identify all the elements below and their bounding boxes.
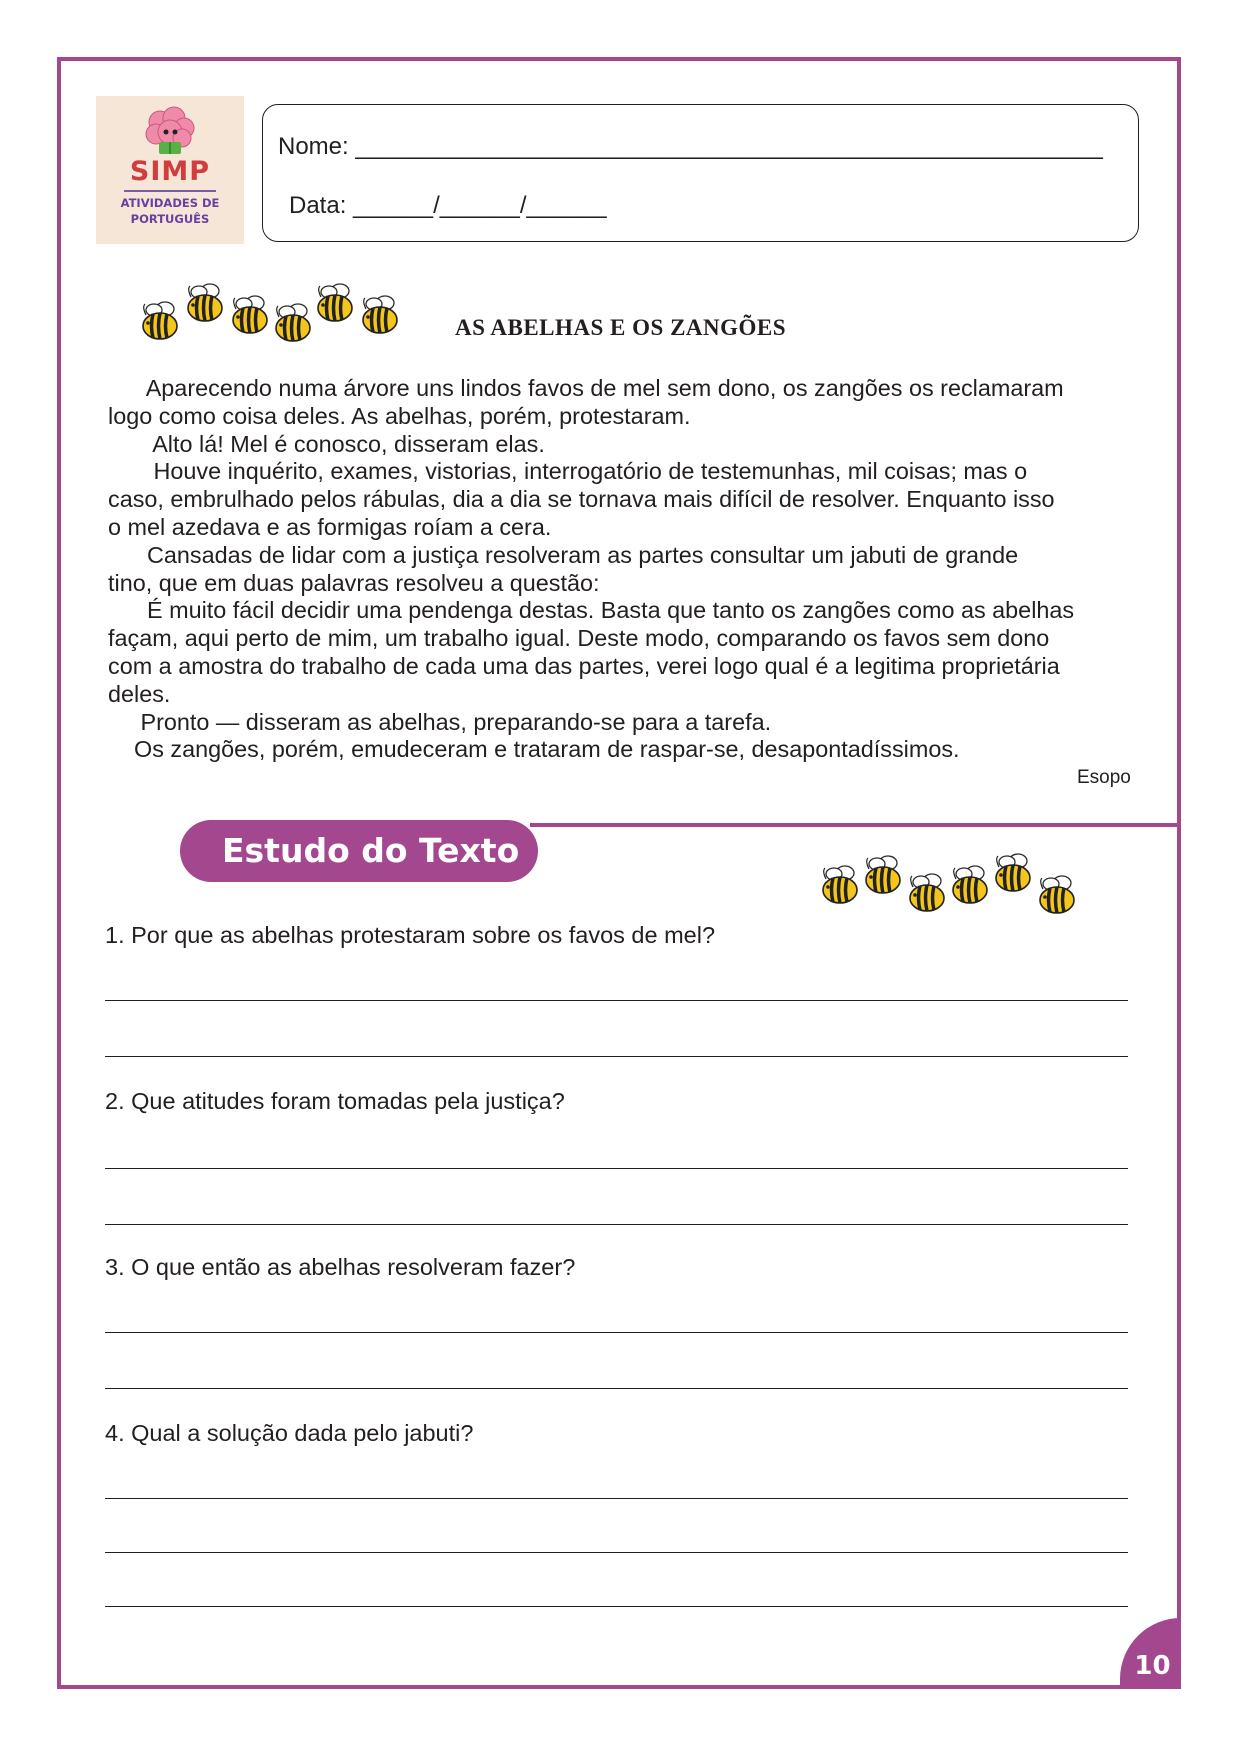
bee-icon — [233, 296, 267, 333]
answer-line[interactable] — [105, 1606, 1128, 1607]
bee-icon — [910, 874, 944, 911]
answer-line[interactable] — [105, 1388, 1128, 1389]
story-title: AS ABELHAS E OS ZANGÕES — [455, 315, 787, 340]
story-line: Cansadas de lidar com a justiça resolveram as partes consultar um jabuti de grande — [108, 541, 1019, 568]
story-line: Houve inquérito, exames, vistorias, interrogatório de testemunhas, mil coisas; mas o — [108, 458, 1028, 485]
bees-decoration-section — [815, 850, 1085, 920]
bee-icon — [823, 866, 857, 903]
logo-divider — [124, 190, 216, 192]
bee-icon — [188, 284, 222, 321]
story-line: tino, que em duas palavras resolveu a questão: — [108, 569, 600, 596]
section-title: Estudo do Texto — [180, 820, 538, 882]
story-text — [108, 375, 1158, 764]
story-line: o mel azedava e as formigas roíam a cera. — [108, 513, 552, 540]
answer-line[interactable] — [105, 1000, 1128, 1001]
question-2: 2. Que atitudes foram tomadas pela justiça? — [105, 1088, 565, 1114]
story-line: com a amostra do trabalho de cada uma das partes, verei logo qual é a legitima proprietária — [108, 652, 1060, 679]
story-line: Os zangões, porém, emudeceram e trataram de raspar-se, desapontadíssimos. — [108, 736, 960, 763]
brain-mascot-icon — [142, 106, 198, 158]
question-1: 1. Por que as abelhas protestaram sobre os favos de mel? — [105, 922, 716, 948]
section-divider — [530, 823, 1181, 827]
question-3: 3. O que então as abelhas resolveram fazer? — [105, 1254, 576, 1280]
question-4: 4. Qual a solução dada pelo jabuti? — [105, 1420, 474, 1446]
simp-logo — [96, 96, 244, 244]
story-line: Pronto — disseram as abelhas, preparando-se para a tarefa. — [108, 708, 772, 735]
answer-line[interactable] — [105, 1224, 1128, 1225]
date-field[interactable]: Data: ______/______/______ — [289, 192, 607, 219]
bee-icon — [363, 296, 397, 333]
name-field[interactable]: Nome: ________________________________________________________ — [278, 133, 1103, 160]
story-line: Aparecendo numa árvore uns lindos favos de mel sem dono, os zangões os reclamaram — [108, 375, 1064, 401]
bee-icon — [866, 856, 900, 893]
answer-line[interactable] — [105, 1332, 1128, 1333]
bee-icon — [143, 302, 177, 339]
story-author: Esopo — [1077, 767, 1131, 788]
answer-line[interactable] — [105, 1498, 1128, 1499]
page-number: 10 — [1120, 1618, 1181, 1689]
logo-subtitle-line2: PORTUGUÊS — [130, 212, 210, 226]
bee-icon — [953, 866, 987, 903]
bee-icon — [276, 304, 310, 341]
story-line: façam, aqui perto de mim, um trabalho igual. Deste modo, comparando os favos sem dono — [108, 625, 1050, 652]
story-line: Alto lá! Mel é conosco, disseram elas. — [108, 430, 545, 457]
student-info-box — [262, 104, 1139, 242]
answer-line[interactable] — [105, 1552, 1128, 1553]
answer-line[interactable] — [105, 1168, 1128, 1169]
story-line: caso, embrulhado pelos rábulas, dia a dia se tornava mais difícil de resolver. Enquanto isso — [108, 486, 1055, 513]
story-line: logo como coisa deles. As abelhas, porém, protestaram. — [108, 402, 691, 429]
bee-icon — [1040, 876, 1074, 913]
bee-icon — [318, 284, 352, 321]
bee-icon — [996, 854, 1030, 891]
story-line: deles. — [108, 680, 171, 707]
answer-line[interactable] — [105, 1056, 1128, 1057]
logo-brand: SIMP — [129, 156, 211, 187]
bees-decoration-top — [135, 278, 410, 348]
logo-subtitle-line1: ATIVIDADES DE — [120, 196, 220, 210]
story-line: É muito fácil decidir uma pendenga destas. Basta que tanto os zangões como as abelhas — [108, 597, 1075, 624]
logo-subtitle — [96, 195, 244, 227]
